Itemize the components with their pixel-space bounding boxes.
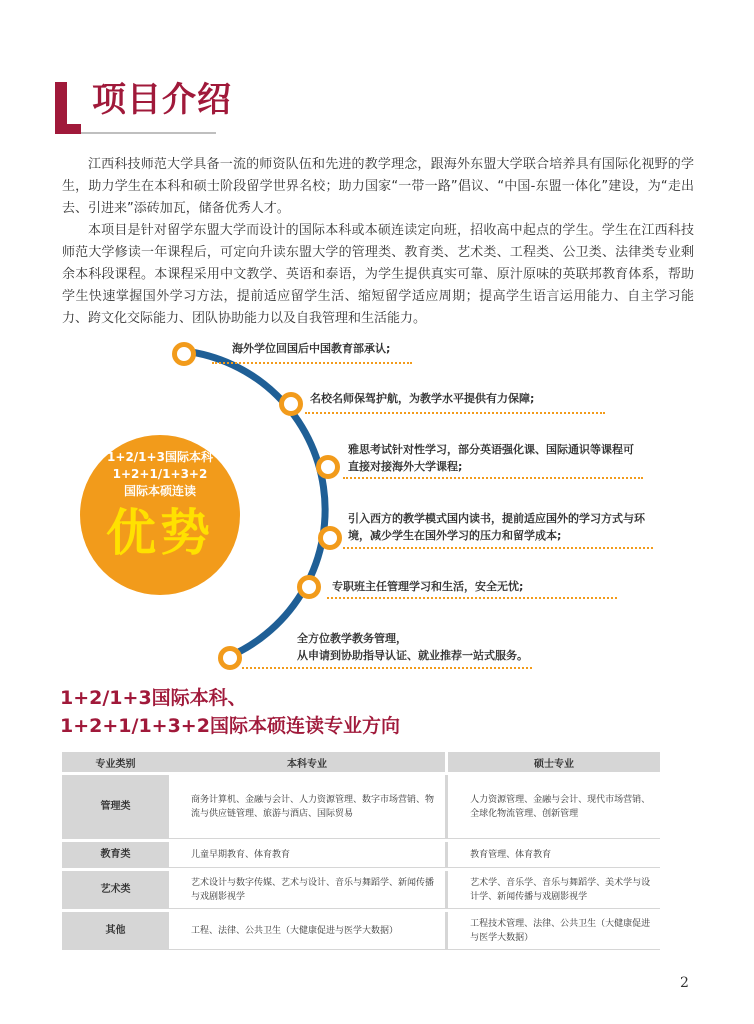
master-cell: 艺术学、音乐学、音乐与舞蹈学、美术学与设计学、新闻传播与戏剧影视学 bbox=[448, 871, 660, 909]
advantage-item-1: 海外学位回国后中国教育部承认; bbox=[232, 342, 391, 355]
advantage-item-6b: 从申请到协助指导认证、就业推荐一站式服务。 bbox=[297, 649, 528, 662]
page-title: 项目介绍 bbox=[92, 80, 232, 120]
majors-section-title bbox=[60, 684, 400, 740]
intro-paragraph-1: 江西科技师范大学具备一流的师资队伍和先进的教学理念，跟海外东盟大学联合培养具有国际化视野的学生，助力学生在本科和硕士阶段留学世界名校；助力国家“一带一路”倡议、“中国-东盟一体化”建设，为“走出去、引进来”添砖加瓦，储备优秀人才。 bbox=[62, 157, 694, 216]
table-row bbox=[62, 912, 660, 950]
dotted-divider bbox=[327, 597, 617, 599]
category-cell: 教育类 bbox=[62, 842, 169, 868]
dotted-divider bbox=[343, 547, 653, 549]
advantage-dot bbox=[318, 526, 342, 550]
bachelor-cell: 儿童早期教育、体育教育 bbox=[169, 842, 448, 868]
advantage-item-6a: 全方位教学教务管理， bbox=[297, 632, 407, 645]
master-cell: 人力资源管理、金融与会计、现代市场营销、全球化物流管理、创新管理 bbox=[448, 775, 660, 839]
master-cell: 教育管理、体育教育 bbox=[448, 842, 660, 868]
circle-line-1: 1+2/1+3国际本科 bbox=[107, 450, 213, 464]
advantage-item-4b: 境，减少学生在国外学习的压力和留学成本; bbox=[348, 529, 562, 542]
column-header-master: 硕士专业 bbox=[448, 752, 660, 772]
majors-title-line-2: 1+2+1/1+3+2国际本硕连读专业方向 bbox=[60, 715, 400, 737]
page-number: 2 bbox=[680, 975, 689, 991]
table-row bbox=[62, 842, 660, 868]
advantages-circle bbox=[80, 435, 240, 595]
advantage-item-4a: 引入西方的教学模式国内读书，提前适应国外的学习方式与环 bbox=[348, 512, 645, 525]
bachelor-cell: 工程、法律、公共卫生（大健康促进与医学大数据） bbox=[169, 912, 448, 950]
advantage-item-2: 名校名师保驾护航，为教学水平提供有力保障; bbox=[310, 392, 535, 405]
bachelor-cell: 艺术设计与数字传媒、艺术与设计、音乐与舞蹈学、新闻传播与戏剧影视学 bbox=[169, 871, 448, 909]
advantage-dot bbox=[172, 342, 196, 366]
title-accent-foot bbox=[55, 124, 81, 134]
advantage-dot bbox=[297, 575, 321, 599]
category-cell: 其他 bbox=[62, 912, 169, 950]
advantage-item-3a: 雅思考试针对性学习，部分英语强化课、国际通识等课程可 bbox=[348, 443, 634, 456]
table-row bbox=[62, 775, 660, 839]
master-cell: 工程技术管理、法律、公共卫生（大健康促进与医学大数据） bbox=[448, 912, 660, 950]
table-row bbox=[62, 871, 660, 909]
advantage-dot bbox=[279, 392, 303, 416]
majors-title-line-1: 1+2/1+3国际本科、 bbox=[60, 687, 247, 709]
advantage-dot bbox=[218, 646, 242, 670]
majors-table bbox=[62, 749, 660, 953]
advantage-item-3b: 直接对接海外大学课程; bbox=[348, 460, 463, 473]
dotted-divider bbox=[242, 667, 532, 669]
dotted-divider bbox=[343, 477, 643, 479]
dotted-divider bbox=[305, 412, 605, 414]
advantage-dot bbox=[316, 455, 340, 479]
advantage-item-5: 专职班主任管理学习和生活，安全无忧; bbox=[332, 580, 524, 593]
dotted-divider bbox=[212, 362, 412, 364]
circle-line-2: 1+2+1/1+3+2 bbox=[112, 467, 208, 481]
circle-line-3: 国际本硕连读 bbox=[123, 484, 196, 498]
intro-paragraph-2: 本项目是针对留学东盟大学而设计的国际本科或本硕连读定向班，招收高中起点的学生。学生在江西科技师范大学修读一年课程后，可定向升读东盟大学的管理类、教育类、艺术类、工程类、公卫类、法律类专业剩余本科段课程。本课程采用中文教学、英语和泰语，为学生提供真实可靠、原汁原味的英联邦教育体系，帮助学生快速掌握国外学习方法，提前适应留学生活、缩短留学适应周期；提高学生语言运用能力、自主学习能力、跨文化交际能力、团队协助能力以及自我管理和生活能力。 bbox=[62, 223, 694, 326]
bachelor-cell: 商务计算机、金融与会计、人力资源管理、数字市场营销、物流与供应链管理、旅游与酒店、国际贸易 bbox=[169, 775, 448, 839]
column-header-category: 专业类别 bbox=[62, 752, 169, 772]
category-cell: 管理类 bbox=[62, 775, 169, 839]
table-header-row bbox=[62, 752, 660, 772]
advantages-heading: 优势 bbox=[106, 504, 214, 562]
title-underline bbox=[81, 132, 216, 134]
category-cell: 艺术类 bbox=[62, 871, 169, 909]
column-header-bachelor: 本科专业 bbox=[169, 752, 448, 772]
